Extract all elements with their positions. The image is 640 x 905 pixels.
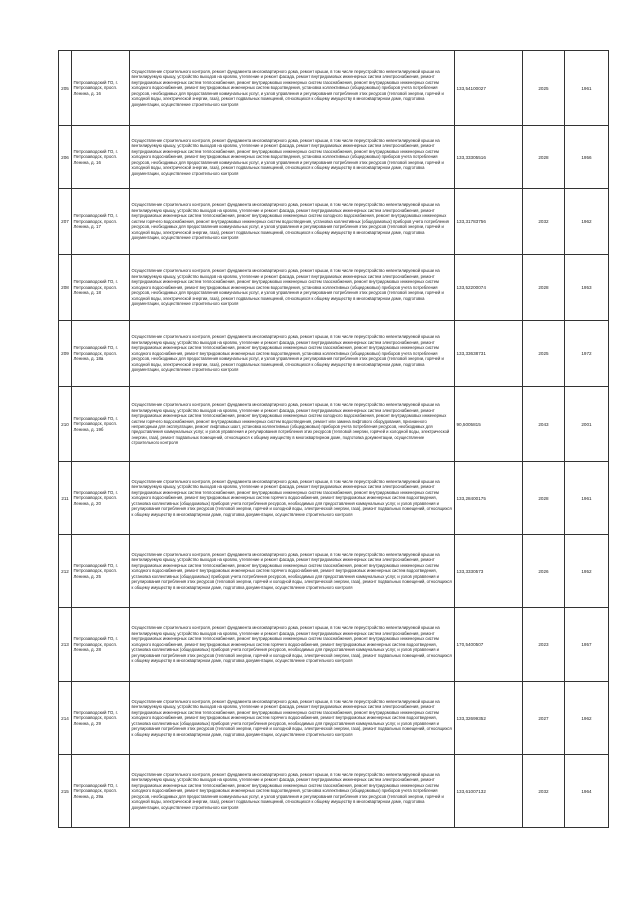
- capital-repair-table: [58, 50, 609, 828]
- row-plan-year: 2028: [523, 126, 565, 189]
- table-row: [59, 189, 609, 255]
- row-address: Петрозаводский ГО, г. Петрозаводск, просп. Ленина, д. 29: [72, 682, 130, 755]
- row-works: Осуществление строительного контроля, ремонт фундамента многоквартирного дома, ремонт крыши, в том числе переустройство невентилируемой крыши на вентилируемую крышу, устройство выходов на кровлю, утепление и ремонт фасада, ремонт внутридомовых инженерных систем электроснабжения, ремонт внутридомовых инженерных систем теплоснабжения, ремонт внутридомовых инженерных систем холодного водоснабжения, ремонт внутридомовых инженерных систем горячего водоснабжения, ремонт внутридомовых инженерных систем водоотведения, установка коллективных (общедомовых) приборов учета потребления ресурсов, необходимых для предоставления коммунальных услуг, и узлов управления и регулирования потребления этих ресурсов (тепловой энергии, горячей и холодной воды, электрической энергии, газа), ремонт подвальных помещений, относящихся к общему имуществу в многоквартирном доме, подготовка документации, осуществление строительного контроля: [130, 189, 455, 255]
- row-build-year: 1952: [565, 535, 609, 608]
- row-number: 210: [59, 387, 72, 462]
- table-row: [59, 608, 609, 682]
- row-cost: 170,5400507: [455, 608, 523, 682]
- row-cost: 133,28400175: [455, 462, 523, 535]
- row-address: Петрозаводский ГО, г. Петрозаводск, просп. Ленина, д. 20: [72, 462, 130, 535]
- row-plan-year: 2025: [523, 321, 565, 387]
- row-address: Петрозаводский ГО, г. Петрозаводск, просп. Ленина, д. 29а: [72, 755, 130, 828]
- row-plan-year: 2032: [523, 755, 565, 828]
- row-build-year: 1957: [565, 608, 609, 682]
- row-build-year: 1962: [565, 682, 609, 755]
- table-row: [59, 755, 609, 828]
- row-cost: 133,33638731: [455, 321, 523, 387]
- row-number: 208: [59, 255, 72, 321]
- row-works: Осуществление строительного контроля, ремонт фундамента многоквартирного дома, ремонт крыши, в том числе переустройство невентилируемой крыши на вентилируемую крышу, устройство выходов на кровлю, утепление и ремонт фасада, ремонт внутридомовых инженерных систем электроснабжения, ремонт внутридомовых инженерных систем теплоснабжения, ремонт внутридомовых инженерных систем газоснабжения, ремонт внутридомовых инженерных систем холодного водоснабжения, ремонт внутридомовых инженерных систем водоотведения, установка коллективных (общедомовых) приборов учета потребления ресурсов, необходимых для предоставления коммунальных услуг, и узлов управления и регулирования потребления этих ресурсов (тепловой энергии, горячей и холодной воды, электрической энергии, газа), ремонт подвальных помещений, относящихся к общему имуществу в многоквартирном доме, подготовка документации, осуществление строительного контроля: [130, 255, 455, 321]
- row-cost: 133,61007132: [455, 755, 523, 828]
- row-address: Петрозаводский ГО, г. Петрозаводск, просп. Ленина, д. 28: [72, 608, 130, 682]
- table-row: [59, 535, 609, 608]
- row-plan-year: 2043: [523, 387, 565, 462]
- row-address: Петрозаводский ГО, г. Петрозаводск, просп. Ленина, д. 19б: [72, 387, 130, 462]
- row-build-year: 2001: [565, 387, 609, 462]
- row-plan-year: 2025: [523, 51, 565, 126]
- row-number: 207: [59, 189, 72, 255]
- table-row: [59, 255, 609, 321]
- row-number: 213: [59, 608, 72, 682]
- row-works: Осуществление строительного контроля, ремонт фундамента многоквартирного дома, ремонт крыши, в том числе переустройство невентилируемой крыши на вентилируемую крышу, устройство выходов на кровлю, утепление и ремонт фасада, ремонт внутридомовых инженерных систем электроснабжения, ремонт внутридомовых инженерных систем теплоснабжения, ремонт внутридомовых инженерных систем газоснабжения, ремонт внутридомовых инженерных систем холодного водоснабжения, ремонт внутридомовых инженерных систем горячего водоснабжения, ремонт внутридомовых инженерных систем водоотведения, установка коллективных (общедомовых) приборов учета потребления ресурсов, необходимых для предоставления коммунальных услуг, и узлов управления и регулирования потребления этих ресурсов (тепловой энергии, горячей и холодной воды, электрической энергии, газа), ремонт подвальных помещений, относящихся к общему имуществу в многоквартирном доме, подготовка документации, осуществление строительного контроля: [130, 682, 455, 755]
- row-cost: 133,31783756: [455, 189, 523, 255]
- row-plan-year: 2032: [523, 189, 565, 255]
- row-works: Осуществление строительного контроля, ремонт фундамента многоквартирного дома, ремонт крыши, в том числе переустройство невентилируемой крыши на вентилируемую крышу, устройство выходов на кровлю, утепление и ремонт фасада, ремонт внутридомовых инженерных систем электроснабжения, ремонт внутридомовых инженерных систем теплоснабжения, ремонт внутридомовых инженерных систем газоснабжения, ремонт внутридомовых инженерных систем холодного водоснабжения, ремонт внутридомовых инженерных систем водоотведения, установка коллективных (общедомовых) приборов учета потребления ресурсов, необходимых для предоставления коммунальных услуг, и узлов управления и регулирования потребления этих ресурсов (тепловой энергии, горячей и холодной воды, электрической энергии, газа), ремонт подвальных помещений, относящихся к общему имуществу в многоквартирном доме, подготовка документации, осуществление строительного контроля: [130, 51, 455, 126]
- row-build-year: 1956: [565, 126, 609, 189]
- row-plan-year: 2026: [523, 535, 565, 608]
- row-number: 211: [59, 462, 72, 535]
- row-address: Петрозаводский ГО, г. Петрозаводск, просп. Ленина, д. 16: [72, 126, 130, 189]
- table-row: [59, 51, 609, 126]
- row-works: Осуществление строительного контроля, ремонт фундамента многоквартирного дома, ремонт крыши, в том числе переустройство невентилируемой крыши на вентилируемую крышу, устройство выходов на кровлю, утепление и ремонт фасада, ремонт внутридомовых инженерных систем электроснабжения, ремонт внутридомовых инженерных систем теплоснабжения, ремонт внутридомовых инженерных систем газоснабжения, ремонт внутридомовых инженерных систем холодного водоснабжения, ремонт внутридомовых инженерных систем водоотведения, установка коллективных (общедомовых) приборов учета потребления ресурсов, необходимых для предоставления коммунальных услуг, и узлов управления и регулирования потребления этих ресурсов (тепловой энергии, горячей и холодной воды, электрической энергии, газа), ремонт подвальных помещений, относящихся к общему имуществу в многоквартирном доме, подготовка документации, осуществление строительного контроля: [130, 755, 455, 828]
- row-number: 215: [59, 755, 72, 828]
- row-build-year: 1961: [565, 51, 609, 126]
- row-cost: 133,33305516: [455, 126, 523, 189]
- row-works: Осуществление строительного контроля, ремонт фундамента многоквартирного дома, ремонт крыши, в том числе переустройство невентилируемой крыши на вентилируемую крышу, устройство выходов на кровлю, утепление и ремонт фасада, ремонт внутридомовых инженерных систем электроснабжения, ремонт внутридомовых инженерных систем теплоснабжения, ремонт внутридомовых инженерных систем газоснабжения, ремонт внутридомовых инженерных систем холодного водоснабжения, ремонт внутридомовых инженерных систем горячего водоснабжения, ремонт внутридомовых инженерных систем водоотведения, установка коллективных (общедомовых) приборов учета потребления ресурсов, необходимых для предоставления коммунальных услуг, и узлов управления и регулирования потребления этих ресурсов (тепловой энергии, горячей и холодной воды, электрической энергии, газа), ремонт подвальных помещений, относящихся к общему имуществу в многоквартирном доме, подготовка документации, осуществление строительного контроля: [130, 608, 455, 682]
- row-address: Петрозаводский ГО, г. Петрозаводск, просп. Ленина, д. 25: [72, 535, 130, 608]
- row-address: Петрозаводский ГО, г. Петрозаводск, просп. Ленина, д. 17: [72, 189, 130, 255]
- row-works: Осуществление строительного контроля, ремонт фундамента многоквартирного дома, ремонт крыши, в том числе переустройство невентилируемой крыши на вентилируемую крышу, устройство выходов на кровлю, утепление и ремонт фасада, ремонт внутридомовых инженерных систем электроснабжения, ремонт внутридомовых инженерных систем теплоснабжения, ремонт внутридомовых инженерных систем холодного водоснабжения, ремонт внутридомовых инженерных систем горячего водоснабжения, ремонт внутридомовых инженерных систем водоотведения, ремонт или замена лифтового оборудования, признанного непригодным для эксплуатации, ремонт лифтовых шахт, установка коллективных (общедомовых) приборов учета потребления ресурсов, необходимых для предоставления коммунальных услуг, и узлов управления и регулирования потребления этих ресурсов (тепловой энергии, горячей и холодной воды, электрической энергии, газа), ремонт подвальных помещений, относящихся к общему имуществу в многоквартирном доме, подготовка документации, осуществление строительного контроля: [130, 387, 455, 462]
- row-number: 205: [59, 51, 72, 126]
- row-cost: 133,3330573: [455, 535, 523, 608]
- row-build-year: 1962: [565, 189, 609, 255]
- row-plan-year: 2028: [523, 462, 565, 535]
- row-address: Петрозаводский ГО, г. Петрозаводск, просп. Ленина, д. 16: [72, 51, 130, 126]
- row-works: Осуществление строительного контроля, ремонт фундамента многоквартирного дома, ремонт крыши, в том числе переустройство невентилируемой крыши на вентилируемую крышу, устройство выходов на кровлю, утепление и ремонт фасада, ремонт внутридомовых инженерных систем электроснабжения, ремонт внутридомовых инженерных систем теплоснабжения, ремонт внутридомовых инженерных систем газоснабжения, ремонт внутридомовых инженерных систем холодного водоснабжения, ремонт внутридомовых инженерных систем горячего водоснабжения, ремонт внутридомовых инженерных систем водоотведения, установка коллективных (общедомовых) приборов учета потребления ресурсов, необходимых для предоставления коммунальных услуг, и узлов управления и регулирования потребления этих ресурсов (тепловой энергии, горячей и холодной воды, электрической энергии, газа), ремонт подвальных помещений, относящихся к общему имуществу в многоквартирном доме, подготовка документации, осуществление строительного контроля: [130, 535, 455, 608]
- row-number: 206: [59, 126, 72, 189]
- row-plan-year: 2023: [523, 608, 565, 682]
- row-build-year: 1953: [565, 255, 609, 321]
- row-plan-year: 2027: [523, 682, 565, 755]
- row-works: Осуществление строительного контроля, ремонт фундамента многоквартирного дома, ремонт крыши, в том числе переустройство невентилируемой крыши на вентилируемую крышу, устройство выходов на кровлю, утепление и ремонт фасада, ремонт внутридомовых инженерных систем электроснабжения, ремонт внутридомовых инженерных систем теплоснабжения, ремонт внутридомовых инженерных систем газоснабжения, ремонт внутридомовых инженерных систем холодного водоснабжения, ремонт внутридомовых инженерных систем горячего водоснабжения, ремонт внутридомовых инженерных систем водоотведения, установка коллективных (общедомовых) приборов учета потребления ресурсов, необходимых для предоставления коммунальных услуг, и узлов управления и регулирования потребления этих ресурсов (тепловой энергии, горячей и холодной воды, электрической энергии, газа), ремонт подвальных помещений, относящихся к общему имуществу в многоквартирном доме, подготовка документации, осуществление строительного контроля: [130, 462, 455, 535]
- row-cost: 133,54100027: [455, 51, 523, 126]
- table-row: [59, 126, 609, 189]
- row-build-year: 1961: [565, 462, 609, 535]
- table-row: [59, 321, 609, 387]
- row-works: Осуществление строительного контроля, ремонт фундамента многоквартирного дома, ремонт крыши, в том числе переустройство невентилируемой крыши на вентилируемую крышу, устройство выходов на кровлю, утепление и ремонт фасада, ремонт внутридомовых инженерных систем электроснабжения, ремонт внутридомовых инженерных систем теплоснабжения, ремонт внутридомовых инженерных систем газоснабжения, ремонт внутридомовых инженерных систем холодного водоснабжения, ремонт внутридомовых инженерных систем водоотведения, установка коллективных (общедомовых) приборов учета потребления ресурсов, необходимых для предоставления коммунальных услуг, и узлов управления и регулирования потребления этих ресурсов (тепловой энергии, горячей и холодной воды, электрической энергии, газа), ремонт подвальных помещений, относящихся к общему имуществу в многоквартирном доме, подготовка документации, осуществление строительного контроля: [130, 321, 455, 387]
- row-build-year: 1964: [565, 755, 609, 828]
- table-row: [59, 462, 609, 535]
- row-cost: 133,52200074: [455, 255, 523, 321]
- table-body: [59, 51, 609, 828]
- row-build-year: 1972: [565, 321, 609, 387]
- row-number: 212: [59, 535, 72, 608]
- row-address: Петрозаводский ГО, г. Петрозаводск, просп. Ленина, д. 18а: [72, 321, 130, 387]
- row-plan-year: 2028: [523, 255, 565, 321]
- row-address: Петрозаводский ГО, г. Петрозаводск, просп. Ленина, д. 18: [72, 255, 130, 321]
- table-row: [59, 387, 609, 462]
- row-number: 214: [59, 682, 72, 755]
- row-number: 209: [59, 321, 72, 387]
- row-cost: 133,32699352: [455, 682, 523, 755]
- row-cost: 90,5005815: [455, 387, 523, 462]
- table-row: [59, 682, 609, 755]
- row-works: Осуществление строительного контроля, ремонт фундамента многоквартирного дома, ремонт крыши, в том числе переустройство невентилируемой крыши на вентилируемую крышу, устройство выходов на кровлю, утепление и ремонт фасада, ремонт внутридомовых инженерных систем электроснабжения, ремонт внутридомовых инженерных систем теплоснабжения, ремонт внутридомовых инженерных систем газоснабжения, ремонт внутридомовых инженерных систем холодного водоснабжения, ремонт внутридомовых инженерных систем водоотведения, установка коллективных (общедомовых) приборов учета потребления ресурсов, необходимых для предоставления коммунальных услуг, и узлов управления и регулирования потребления этих ресурсов (тепловой энергии, горячей и холодной воды, электрической энергии, газа), ремонт подвальных помещений, относящихся к общему имуществу в многоквартирном доме, подготовка документации, осуществление строительного контроля: [130, 126, 455, 189]
